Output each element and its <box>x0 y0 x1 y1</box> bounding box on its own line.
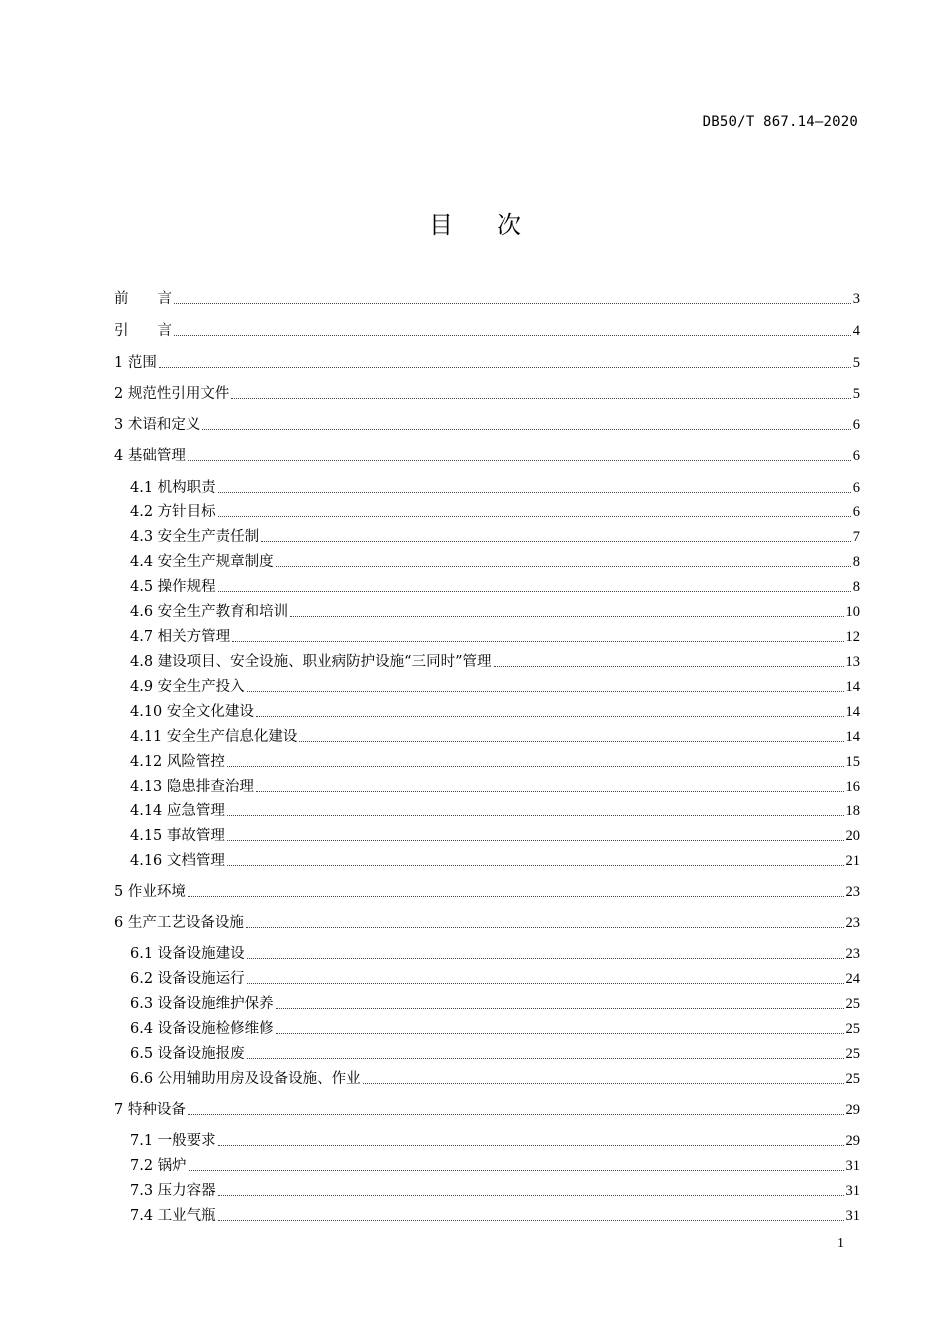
toc-entry-label: 4.2 方针目标 <box>130 504 216 520</box>
toc-entry[interactable] <box>130 574 860 596</box>
toc-entry-page: 6 <box>852 480 860 496</box>
toc-entry-page: 15 <box>845 754 860 770</box>
toc-leader-dots <box>276 566 851 567</box>
toc-entry-page: 29 <box>845 1133 860 1149</box>
toc-entry[interactable] <box>130 1178 860 1200</box>
toc-entry-page: 14 <box>845 704 860 720</box>
toc-entry[interactable] <box>130 1041 860 1063</box>
toc-entry-label: 4.9 安全生产投入 <box>130 679 245 695</box>
toc-entry-label: 4.14 应急管理 <box>130 803 225 819</box>
toc-entry[interactable] <box>130 941 860 963</box>
toc-leader-dots <box>188 460 851 461</box>
toc-leader-dots <box>276 1033 844 1034</box>
toc-entry-label: 4.5 操作规程 <box>130 579 216 595</box>
toc-entry[interactable] <box>114 1097 860 1119</box>
toc-entry-label: 4.4 安全生产规章制度 <box>130 554 274 570</box>
toc-leader-dots <box>202 429 850 430</box>
toc-entry[interactable] <box>130 499 860 521</box>
toc-leader-dots <box>256 791 844 792</box>
toc-leader-dots <box>276 1008 844 1009</box>
toc-entry-label: 6.2 设备设施运行 <box>130 971 245 987</box>
toc-leader-dots <box>218 1195 844 1196</box>
toc-leader-dots <box>247 958 844 959</box>
toc-leader-dots <box>261 541 851 542</box>
toc-leader-dots <box>227 815 844 816</box>
toc-entry-label: 5 作业环境 <box>114 884 186 900</box>
toc-entry[interactable] <box>114 879 860 901</box>
toc-entry-label: 4.11 安全生产信息化建设 <box>130 729 298 745</box>
toc-leader-dots <box>256 716 844 717</box>
toc-entry-page: 14 <box>845 729 860 745</box>
page-number: 1 <box>837 1236 844 1251</box>
toc-entry-page: 6 <box>852 448 860 464</box>
toc-leader-dots <box>247 1058 844 1059</box>
toc-leader-dots <box>363 1083 844 1084</box>
toc-leader-dots <box>232 641 843 642</box>
toc-entry-page: 8 <box>852 579 860 595</box>
toc-entry-label: 4.8 建设项目、安全设施、职业病防护设施“三同时”管理 <box>130 654 492 670</box>
toc-entry-label: 6.5 设备设施报废 <box>130 1046 245 1062</box>
toc-entry-label: 4.12 风险管控 <box>130 754 225 770</box>
toc-entry[interactable] <box>130 475 860 497</box>
toc-entry-label: 7.4 工业气瓶 <box>130 1208 216 1224</box>
toc-entry-page: 31 <box>845 1158 860 1174</box>
toc-entry[interactable] <box>130 1066 860 1088</box>
toc-entry[interactable] <box>130 966 860 988</box>
toc-leader-dots <box>189 1170 844 1171</box>
toc-leader-dots <box>247 691 844 692</box>
toc-entry-label: 4.16 文档管理 <box>130 853 225 869</box>
page-title: 目次 <box>429 211 565 239</box>
toc-leader-dots <box>174 335 851 336</box>
toc-leader-dots <box>188 896 844 897</box>
toc-leader-dots <box>227 766 844 767</box>
document-code: DB50/T 867.14—2020 <box>702 114 858 130</box>
toc-entry-label: 4.1 机构职责 <box>130 480 216 496</box>
toc-entry[interactable] <box>130 774 860 796</box>
toc-entry-page: 25 <box>845 1021 860 1037</box>
toc-entry-page: 31 <box>845 1183 860 1199</box>
toc-entry-page: 4 <box>852 323 860 339</box>
toc-entry-page: 25 <box>845 1071 860 1087</box>
toc-entry[interactable] <box>130 649 860 671</box>
toc-entry-page: 25 <box>845 1046 860 1062</box>
toc-entry-label: 4.10 安全文化建设 <box>130 704 254 720</box>
toc-leader-dots <box>247 983 844 984</box>
toc-leader-dots <box>218 1145 844 1146</box>
toc-entry-label: 引 言 <box>114 323 172 339</box>
toc-entry-label: 4.15 事故管理 <box>130 828 225 844</box>
toc-entry[interactable] <box>130 674 860 696</box>
toc-entry-page: 5 <box>852 355 860 371</box>
toc-leader-dots <box>218 516 851 517</box>
toc-entry[interactable] <box>130 1128 860 1150</box>
toc-entry-page: 6 <box>852 417 860 433</box>
toc-entry-page: 20 <box>845 828 860 844</box>
toc-entry-page: 23 <box>845 884 860 900</box>
toc-leader-dots <box>299 741 843 742</box>
toc-entry[interactable] <box>130 1016 860 1038</box>
toc-entry-label: 前 言 <box>114 291 172 307</box>
toc-entry[interactable] <box>130 699 860 721</box>
toc-entry[interactable] <box>114 412 860 434</box>
toc-entry[interactable] <box>130 549 860 571</box>
toc-entry[interactable] <box>130 991 860 1013</box>
toc-entry[interactable] <box>130 798 860 820</box>
toc-entry-page: 23 <box>845 915 860 931</box>
toc-leader-dots <box>290 616 843 617</box>
toc-entry-page: 7 <box>852 529 860 545</box>
toc-entry-page: 24 <box>845 971 860 987</box>
toc-entry-label: 7.1 一般要求 <box>130 1133 216 1149</box>
toc-entry-page: 18 <box>845 803 860 819</box>
toc-entry-page: 6 <box>852 504 860 520</box>
toc-leader-dots <box>174 303 851 304</box>
toc-leader-dots <box>231 398 850 399</box>
toc-entry[interactable] <box>130 524 860 546</box>
toc-leader-dots <box>218 591 851 592</box>
toc-entry-label: 7 特种设备 <box>114 1102 186 1118</box>
toc-leader-dots <box>218 1220 844 1221</box>
toc-entry-page: 23 <box>845 946 860 962</box>
toc-entry[interactable] <box>130 624 860 646</box>
toc-leader-dots <box>227 865 844 866</box>
toc-entry[interactable] <box>130 599 860 621</box>
toc-entry-label: 4.6 安全生产教育和培训 <box>130 604 289 620</box>
toc-entry[interactable] <box>114 443 860 465</box>
toc-entry-label: 4 基础管理 <box>114 448 186 464</box>
toc-entry-page: 16 <box>845 779 860 795</box>
toc-entry-label: 7.2 锅炉 <box>130 1158 187 1174</box>
toc-entry-label: 7.3 压力容器 <box>130 1183 216 1199</box>
toc-leader-dots <box>188 1114 844 1115</box>
toc-entry-label: 6.6 公用辅助用房及设备设施、作业 <box>130 1071 361 1087</box>
toc-entry-page: 14 <box>845 679 860 695</box>
toc-entry-label: 1 范围 <box>114 355 157 371</box>
toc-leader-dots <box>218 492 851 493</box>
toc-entry-page: 21 <box>845 853 860 869</box>
toc-entry-label: 6.4 设备设施检修维修 <box>130 1021 274 1037</box>
toc-leader-dots <box>494 666 844 667</box>
toc-entry[interactable] <box>130 1153 860 1175</box>
toc-entry-page: 8 <box>852 554 860 570</box>
toc-entry-label: 4.3 安全生产责任制 <box>130 529 260 545</box>
toc-entry[interactable] <box>114 910 860 932</box>
toc-entry-page: 5 <box>852 386 860 402</box>
toc-entry-label: 3 术语和定义 <box>114 417 201 433</box>
toc-entry[interactable] <box>114 318 860 340</box>
toc-entry[interactable] <box>130 724 860 746</box>
toc-entry[interactable] <box>114 286 860 308</box>
toc-entry[interactable] <box>114 381 860 403</box>
toc-entry-page: 13 <box>845 654 860 670</box>
toc-entry[interactable] <box>130 749 860 771</box>
toc-entry[interactable] <box>130 848 860 870</box>
toc-entry-label: 4.7 相关方管理 <box>130 629 231 645</box>
toc-leader-dots <box>246 927 844 928</box>
toc-entry-page: 12 <box>845 629 860 645</box>
toc-entry-page: 10 <box>845 604 860 620</box>
toc-entry-label: 6.3 设备设施维护保养 <box>130 996 274 1012</box>
toc-entry[interactable] <box>130 1203 860 1225</box>
toc-entry-label: 4.13 隐患排查治理 <box>130 779 254 795</box>
toc-entry-page: 3 <box>852 291 860 307</box>
toc-entry[interactable] <box>114 350 860 372</box>
toc-leader-dots <box>227 840 844 841</box>
toc-entry-label: 6.1 设备设施建设 <box>130 946 245 962</box>
toc-leader-dots <box>159 367 851 368</box>
toc-entry-label: 2 规范性引用文件 <box>114 386 230 402</box>
toc-entry-page: 29 <box>845 1102 860 1118</box>
toc-entry-label: 6 生产工艺设备设施 <box>114 915 244 931</box>
toc-entry-page: 31 <box>845 1208 860 1224</box>
toc-entry[interactable] <box>130 823 860 845</box>
toc-entry-page: 25 <box>845 996 860 1012</box>
